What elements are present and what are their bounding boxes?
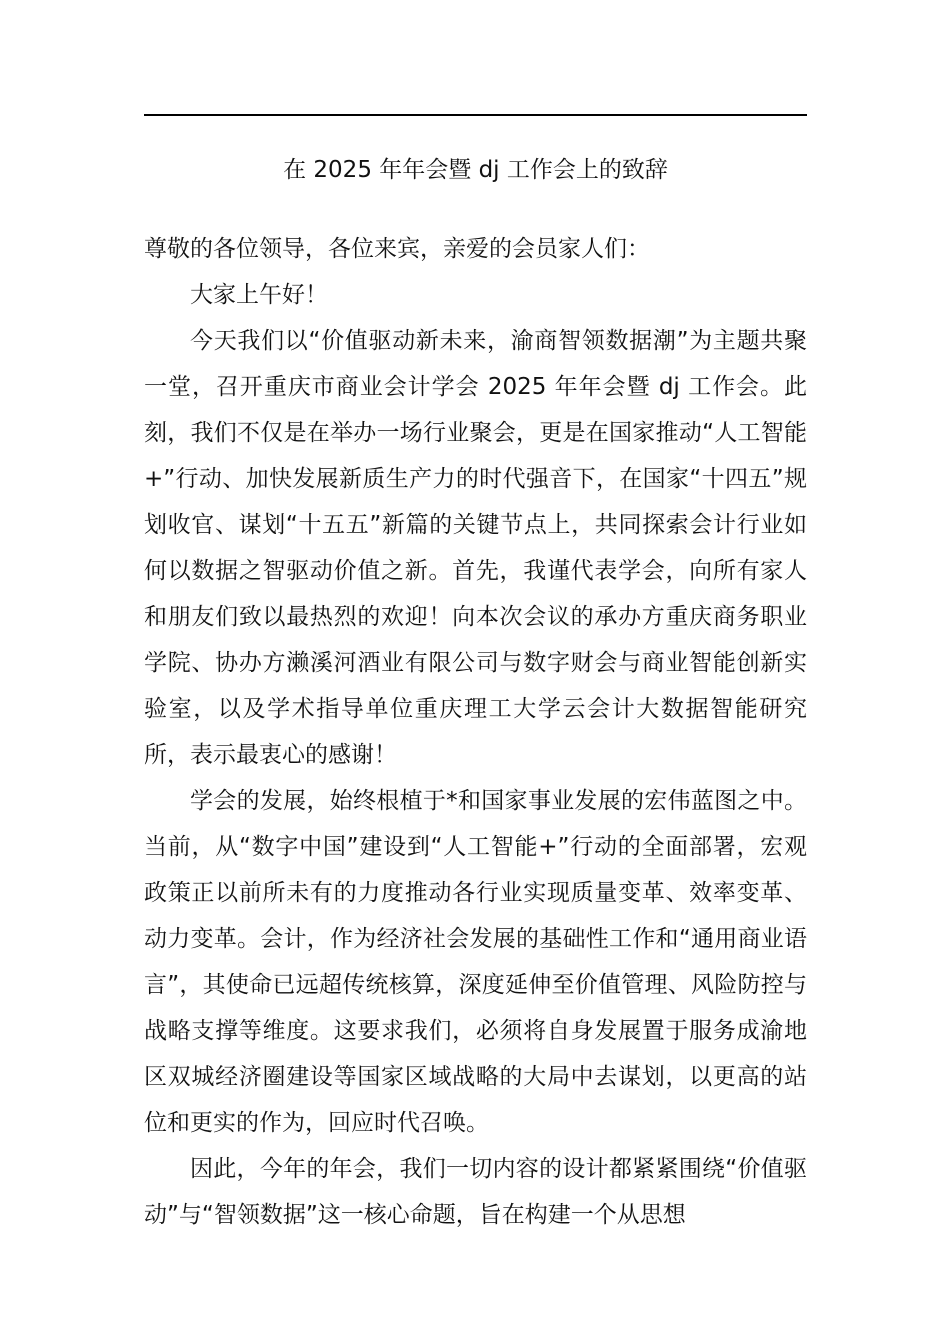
- paragraph-opening: 今天我们以“价值驱动新未来，渝商智领数据潮”为主题共聚一堂，召开重庆市商业会计学会 2025 年年会暨 dj 工作会。此刻，我们不仅是在举办一场行业聚会，更是在国家推动“人工智能+”行动、加快发展新质生产力的时代强音下，在国家“十四五”规划收官、谋划“十五五”新篇的关键节点上，共同探索会计行业如何以数据之智驱动价值之新。首先，我谨代表学会，向所有家人和朋友们致以最热烈的欢迎！向本次会议的承办方重庆商务职业学院、协办方濑溪河酒业有限公司与数字财会与商业智能创新实验室，以及学术指导单位重庆理工大学云会计大数据智能研究所，表示最衷心的感谢！: [144, 328, 807, 768]
- paragraph-theme: 因此，今年的年会，我们一切内容的设计都紧紧围绕“价值驱动”与“智领数据”这一核心命题，旨在构建一个从思想: [144, 1156, 807, 1228]
- header-divider: [144, 114, 807, 116]
- paragraph-development: 学会的发展，始终根植于*和国家事业发展的宏伟蓝图之中。当前，从“数字中国”建设到“人工智能+”行动的全面部署，宏观政策正以前所未有的力度推动各行业实现质量变革、效率变革、动力变革。会计，作为经济社会发展的基础性工作和“通用商业语言”，其使命已远超传统核算，深度延伸至价值管理、风险防控与战略支撑等维度。这要求我们，必须将自身发展置于服务成渝地区双城经济圈建设等国家区域战略的大局中去谋划，以更高的站位和更实的作为，回应时代召唤。: [144, 788, 807, 1136]
- document-title: 在 2025 年年会暨 dj 工作会上的致辞: [283, 157, 668, 183]
- document-body: [144, 226, 807, 1238]
- salutation: 尊敬的各位领导，各位来宾，亲爱的会员家人们：: [144, 236, 650, 262]
- paragraph-greeting: 大家上午好！: [190, 282, 328, 308]
